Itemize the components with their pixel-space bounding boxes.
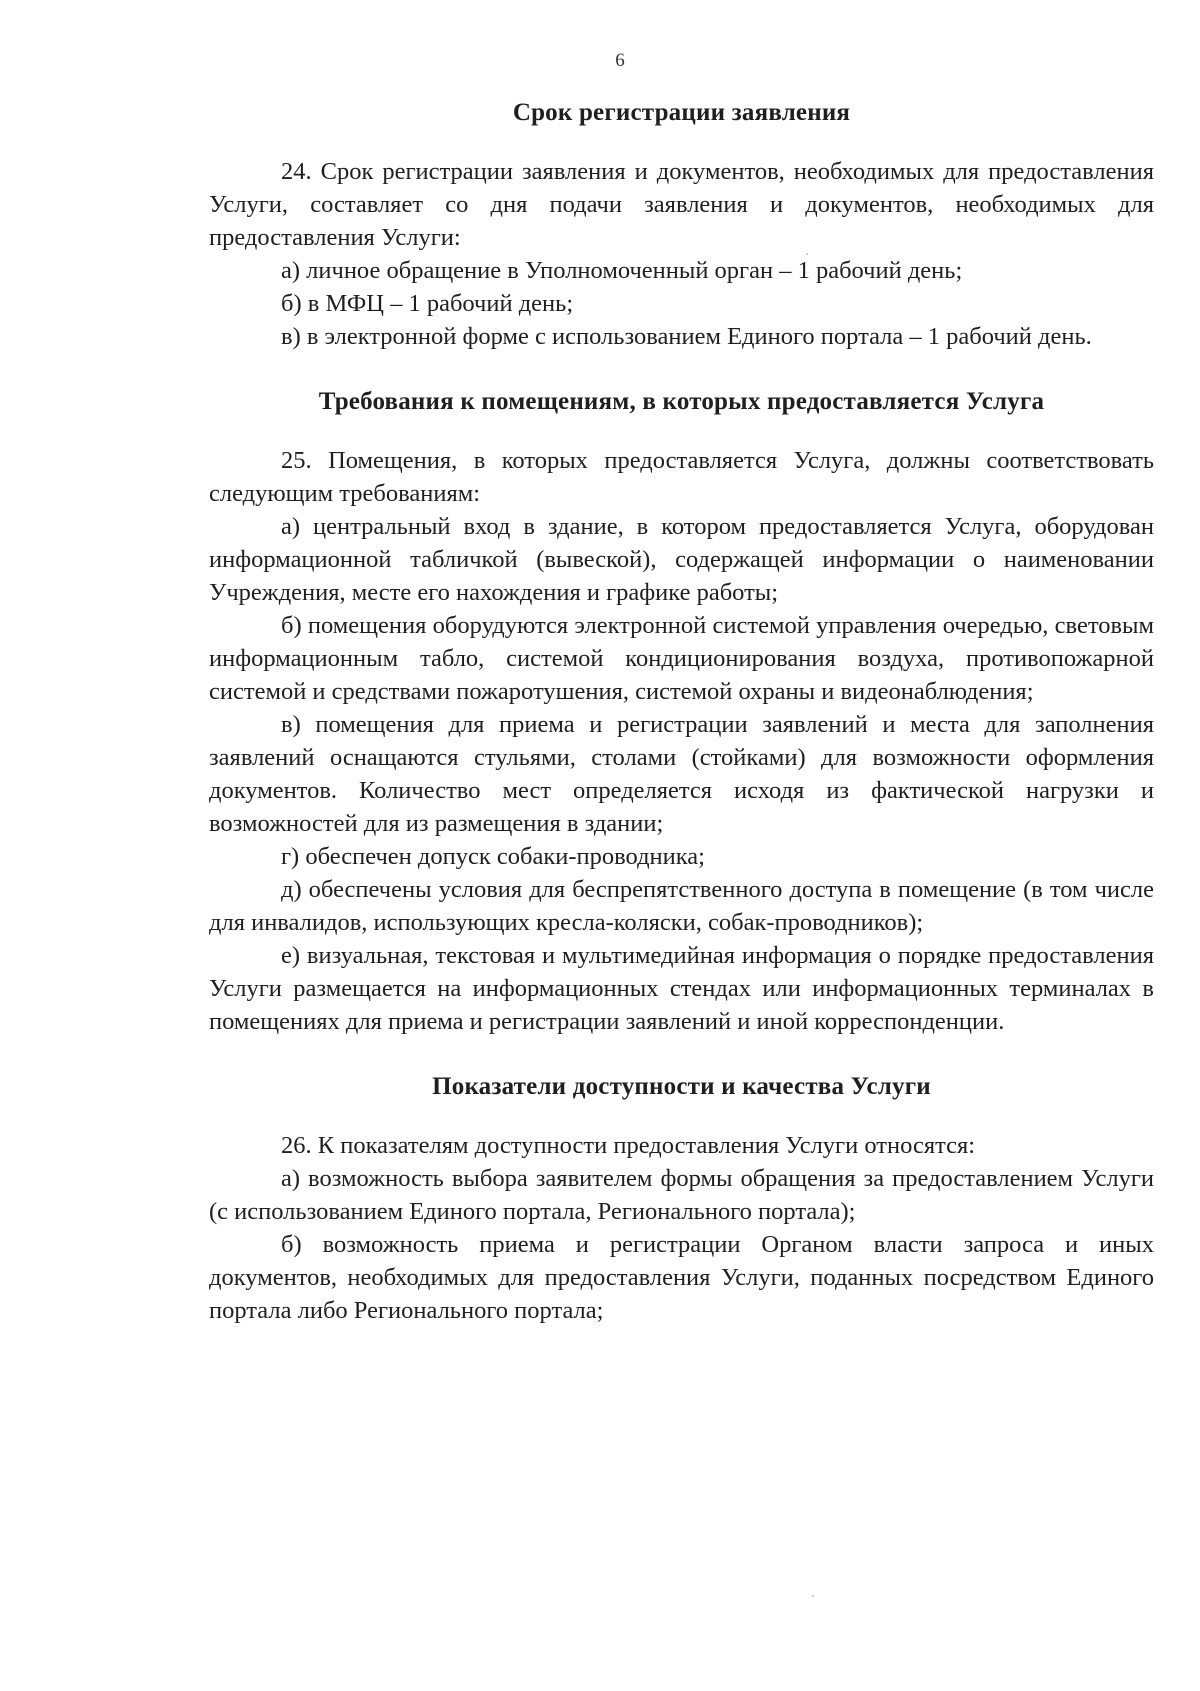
section-accessibility-indicators	[209, 1038, 1154, 1327]
paragraph: д) обеспечены условия для беспрепятственного доступа в помещение (в том числе для инвалидов, использующих кресла-коляски, собак-проводников);	[209, 876, 1154, 936]
paragraph: г) обеспечен допуск собаки-проводника;	[281, 843, 705, 870]
paragraph: б) помещения оборудуются электронной системой управления очередью, световым информационным табло, системой кондиционирования воздуха, противопожарной системой и средствами пожаротушения, системой охраны и видеонаблюдения;	[209, 612, 1154, 705]
paragraph: а) личное обращение в Уполномоченный орган – 1 рабочий день;	[281, 257, 963, 284]
paragraph: а) центральный вход в здание, в котором предоставляется Услуга, оборудован информационной табличкой (вывеской), содержащей информации о наименовании Учреждения, месте его нахождения и графике работы;	[209, 513, 1154, 606]
paragraph: е) визуальная, текстовая и мультимедийная информация о порядке предоставления Услуги размещается на информационных стендах или информационных терминалах в помещениях для приема и регистрации заявлений и иной корреспонденции.	[209, 942, 1154, 1035]
paragraph: в) помещения для приема и регистрации заявлений и места для заполнения заявлений оснащаются стульями, столами (стойками) для возможности оформления документов. Количество мест определяется исходя из фактической нагрузки и возможностей для из размещения в здании;	[209, 711, 1154, 837]
document-body	[209, 96, 1154, 1327]
section-heading: Требования к помещениям, в которых предоставляется Услуга	[318, 388, 1045, 415]
paragraph: в) в электронной форме с использованием Единого портала – 1 рабочий день.	[281, 323, 1092, 350]
section-premises-requirements	[209, 353, 1154, 1038]
paragraph: а) возможность выбора заявителем формы обращения за предоставлением Услуги (с использованием Единого портала, Регионального портала);	[209, 1165, 1154, 1225]
scan-speck	[806, 253, 808, 255]
page-number: 6	[615, 50, 625, 71]
paragraph: 26. К показателям доступности предоставления Услуги относятся:	[281, 1132, 976, 1159]
paragraph: 24. Срок регистрации заявления и документов, необходимых для предоставления Услуги, составляет со дня подачи заявления и документов, необходимых для предоставления Услуги:	[209, 158, 1154, 251]
section-heading: Срок регистрации заявления	[512, 99, 851, 126]
paragraph: б) возможность приема и регистрации Органом власти запроса и иных документов, необходимых для предоставления Услуги, поданных посредством Единого портала либо Регионального портала;	[209, 1231, 1154, 1324]
paragraph: 25. Помещения, в которых предоставляется Услуга, должны соответствовать следующим требованиям:	[209, 447, 1154, 507]
paragraph: б) в МФЦ – 1 рабочий день;	[281, 290, 574, 317]
section-heading: Показатели доступности и качества Услуги	[432, 1073, 931, 1100]
section-registration-term	[209, 96, 1154, 353]
scan-speck	[812, 1595, 814, 1597]
